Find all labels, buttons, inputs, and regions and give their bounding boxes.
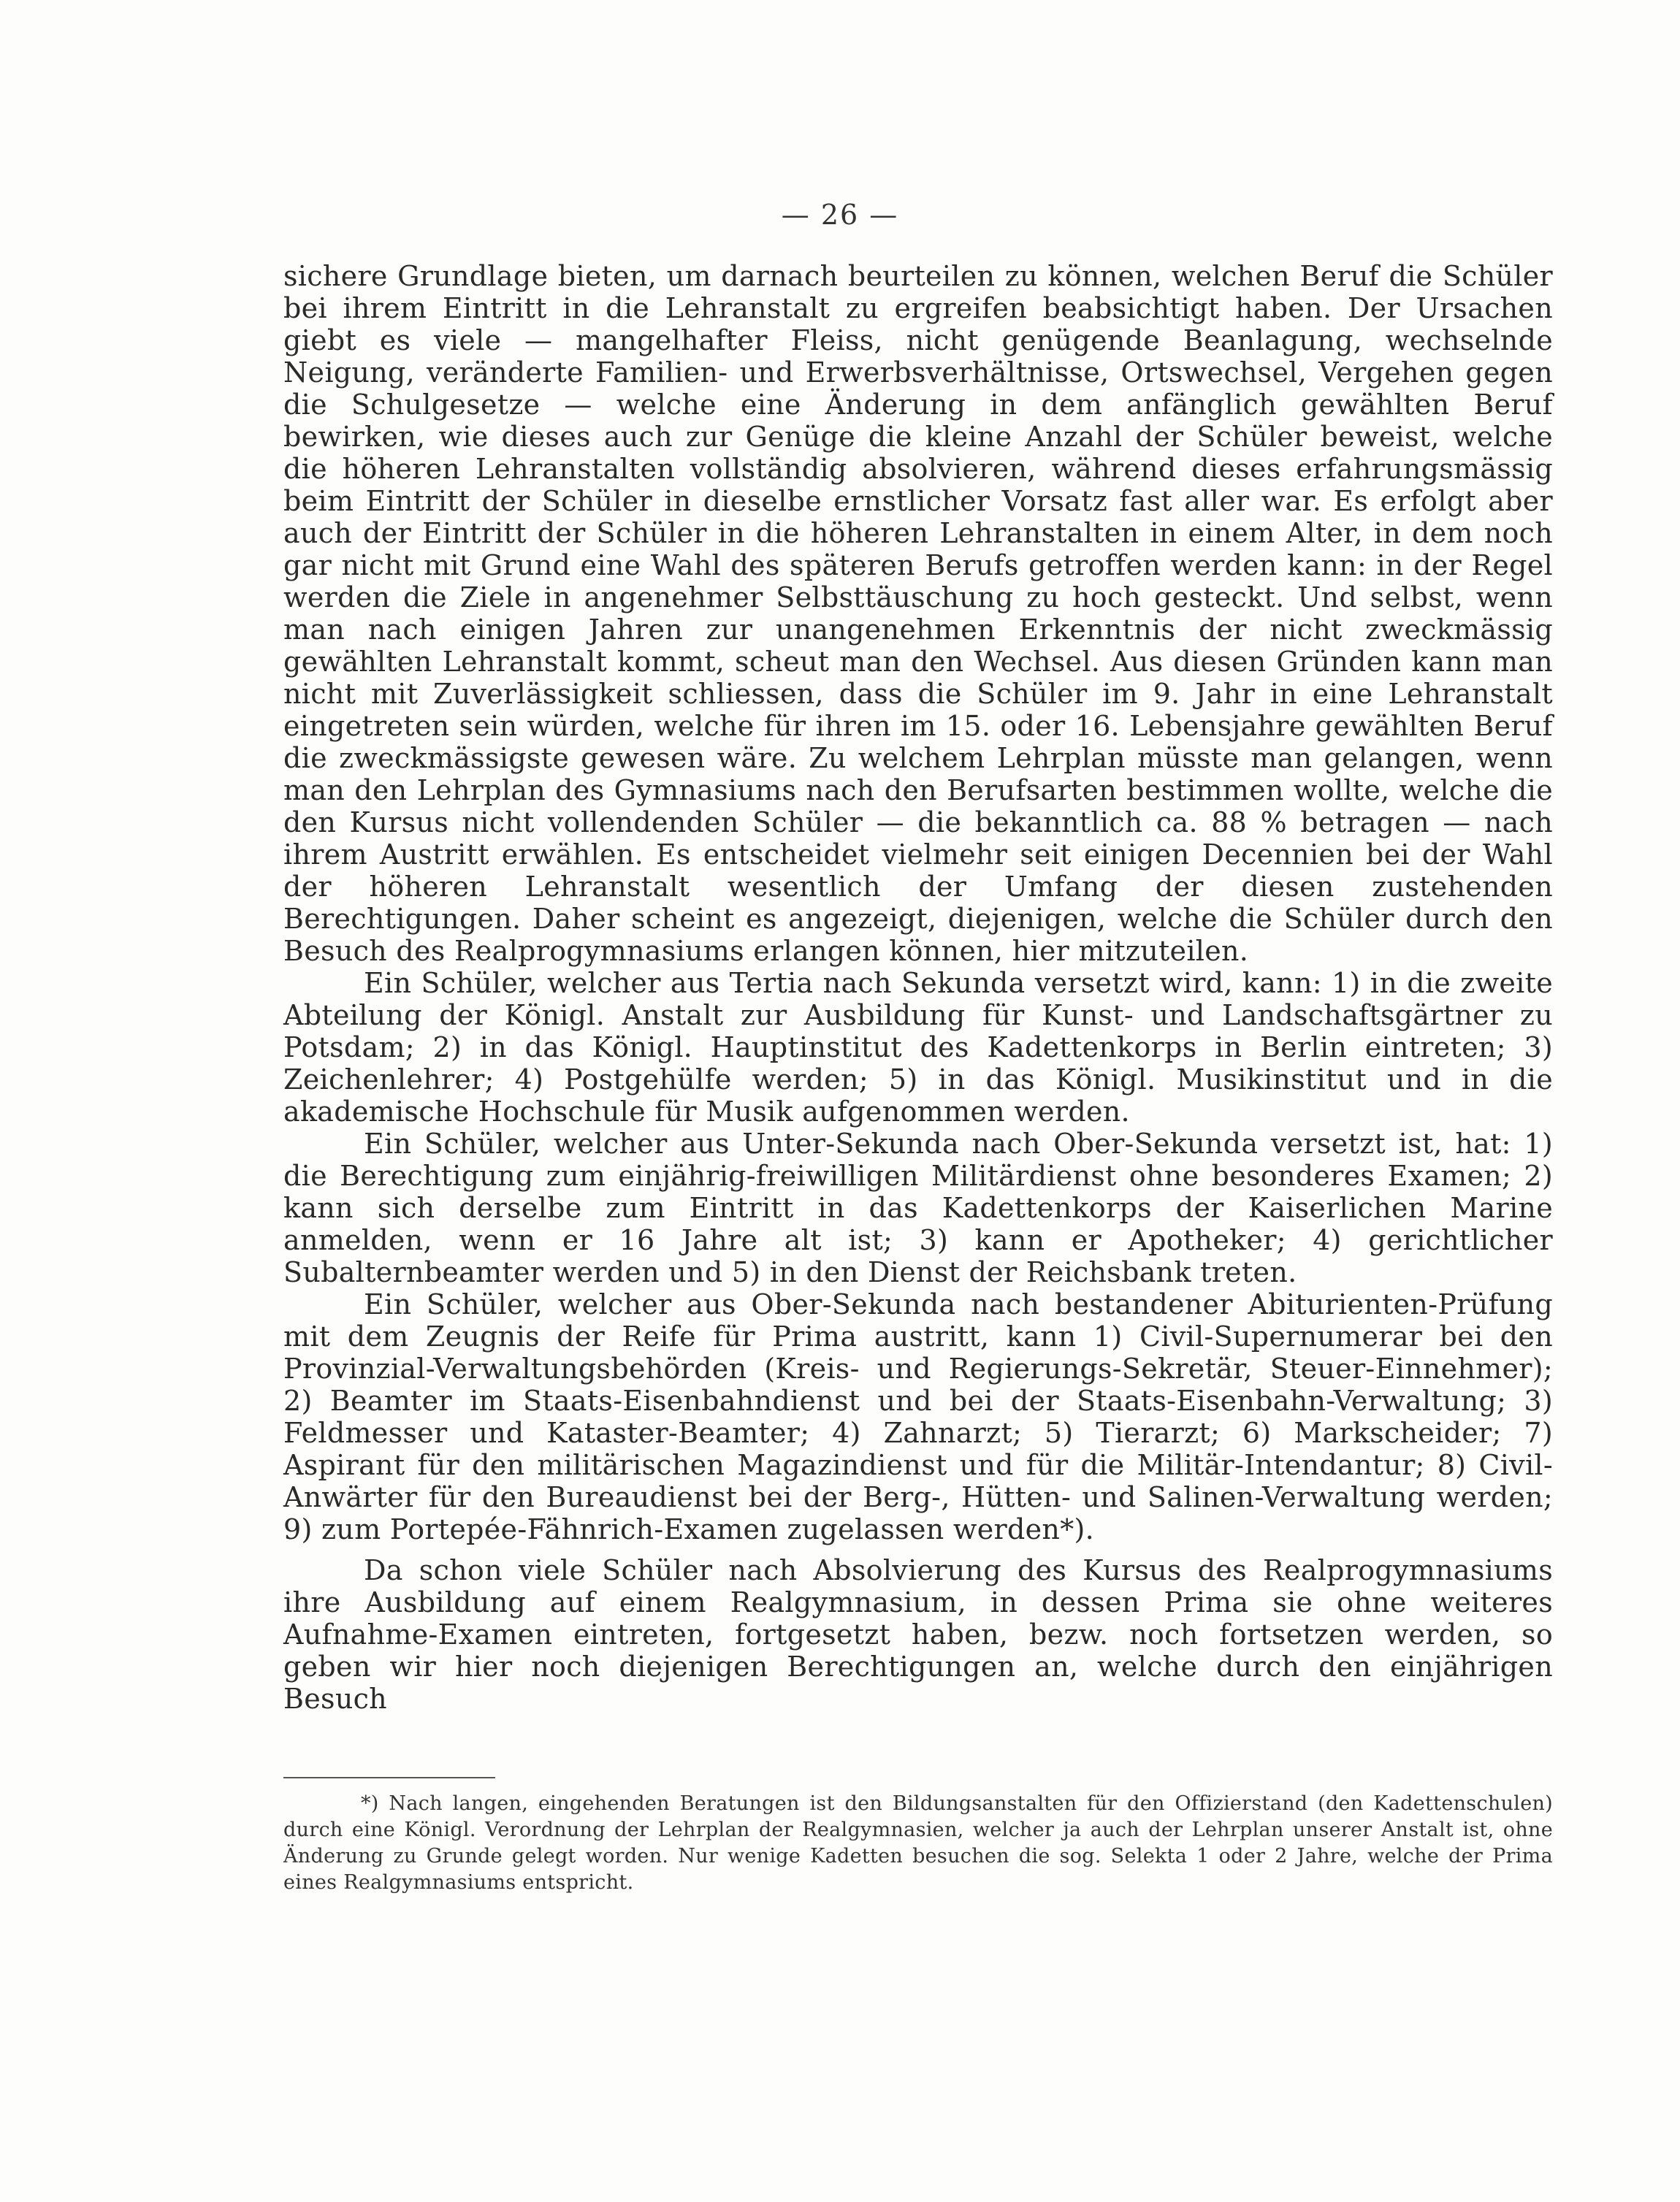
paragraph-ober-sekunda: Ein Schüler, welcher aus Ober-Sekunda nach bestandener Abiturienten-Prüfung mit dem Zeugnis der Reife für Prima austritt, kann 1) Civil-Supernumerar bei den Provinzial-Verwaltungsbehörden (Kreis- und Regierungs-Sekretär, Steuer-Einnehmer); 2) Beamter im Staats-Eisenbahndienst und bei der Staats-Eisenbahn-Verwaltung; 3) Feldmesser und Kataster-Beamter; 4) Zahnarzt; 5) Tierarzt; 6) Markscheider; 7) Aspirant für den militärischen Magazindienst und für die Militär-Intendantur; 8) Civil-Anwärter für den Bureaudienst bei der Berg-, Hütten- und Salinen-Verwaltung werden; 9) zum Portepée-Fähnrich-Examen zugelassen werden*). [283, 1288, 1553, 1545]
paragraph-intro: sichere Grundlage bieten, um darnach beurteilen zu können, welchen Beruf die Schüler bei ihrem Eintritt in die Lehranstalt zu ergreifen beabsichtigt haben. Der Ursachen giebt es viele — mangelhafter Fleiss, nicht genügende Beanlagung, wechselnde Neigung, veränderte Familien- und Erwerbsverhältnisse, Ortswechsel, Vergehen gegen die Schulgesetze — welche eine Änderung in dem anfänglich gewählten Beruf bewirken, wie dieses auch zur Genüge die kleine Anzahl der Schüler beweist, welche die höheren Lehranstalten vollständig absolvieren, während dieses erfahrungsmässig beim Eintritt der Schüler in dieselbe ernstlicher Vorsatz fast aller war. Es erfolgt aber auch der Eintritt der Schüler in die höheren Lehranstalten in einem Alter, in dem noch gar nicht mit Grund eine Wahl des späteren Berufs getroffen werden kann: in der Regel werden die Ziele in angenehmer Selbsttäuschung zu hoch gesteckt. Und selbst, wenn man nach einigen Jahren zur unangenehmen Erkenntnis der nicht zweckmässig gewählten Lehranstalt kommt, scheut man den Wechsel. Aus diesen Gründen kann man nicht mit Zuverlässigkeit schliessen, dass die Schüler im 9. Jahr in eine Lehranstalt eingetreten sein würden, welche für ihren im 15. oder 16. Lebensjahre gewählten Beruf die zweckmässigste gewesen wäre. Zu welchem Lehrplan müsste man gelangen, wenn man den Lehrplan des Gymnasiums nach den Berufsarten bestimmen wollte, welche die den Kursus nicht vollendenden Schüler — die bekanntlich ca. 88 % betragen — nach ihrem Austritt erwählen. Es entscheidet vielmehr seit einigen Decennien bei der Wahl der höheren Lehranstalt wesentlich der Umfang der diesen zustehenden Berechtigungen. Daher scheint es angezeigt, diejenigen, welche die Schüler durch den Besuch des Realprogymnasiums erlangen können, hier mitzuteilen. [283, 260, 1553, 967]
paragraph-realgymnasium: Da schon viele Schüler nach Absolvierung des Kursus des Realprogymnasiums ihre Ausbildung auf einem Realgymnasium, in dessen Prima sie ohne weiteres Aufnahme-Examen eintreten, fortgesetzt haben, bezw. noch fortsetzen werden, so geben wir hier noch diejenigen Berechtigungen an, welche durch den einjährigen Besuch [283, 1554, 1553, 1715]
footnote-divider [283, 1777, 495, 1778]
paragraph-tertia: Ein Schüler, welcher aus Tertia nach Sekunda versetzt wird, kann: 1) in die zweite Abteilung der Königl. Anstalt zur Ausbildung für Kunst- und Landschaftsgärtner zu Potsdam; 2) in das Königl. Hauptinstitut des Kadettenkorps in Berlin eintreten; 3) Zeichenlehrer; 4) Postgehülfe werden; 5) in das Königl. Musikinstitut und in die akademische Hochschule für Musik aufgenommen werden. [283, 967, 1553, 1128]
paragraph-unter-sekunda: Ein Schüler, welcher aus Unter-Sekunda nach Ober-Sekunda versetzt ist, hat: 1) die Berechtigung zum einjährig-freiwilligen Militärdienst ohne besonderes Examen; 2) kann sich derselbe zum Eintritt in das Kadettenkorps der Kaiserlichen Marine anmelden, wenn er 16 Jahre alt ist; 3) kann er Apotheker; 4) gerichtlicher Subalternbeamter werden und 5) in den Dienst der Reichsbank treten. [283, 1128, 1553, 1288]
body-text [283, 260, 1553, 1715]
page-number: — 26 — [781, 199, 899, 231]
footnote: *) Nach langen, eingehenden Beratungen ist den Bildungsanstalten für den Offizierstand (den Kadettenschulen) durch eine Königl. Verordnung der Lehrplan der Realgymnasien, welcher ja auch der Lehrplan unserer Anstalt ist, ohne Änderung zu Grunde gelegt worden. Nur wenige Kadetten besuchen die sog. Selekta 1 oder 2 Jahre, welche der Prima eines Realgymnasiums entspricht. [283, 1792, 1553, 1894]
